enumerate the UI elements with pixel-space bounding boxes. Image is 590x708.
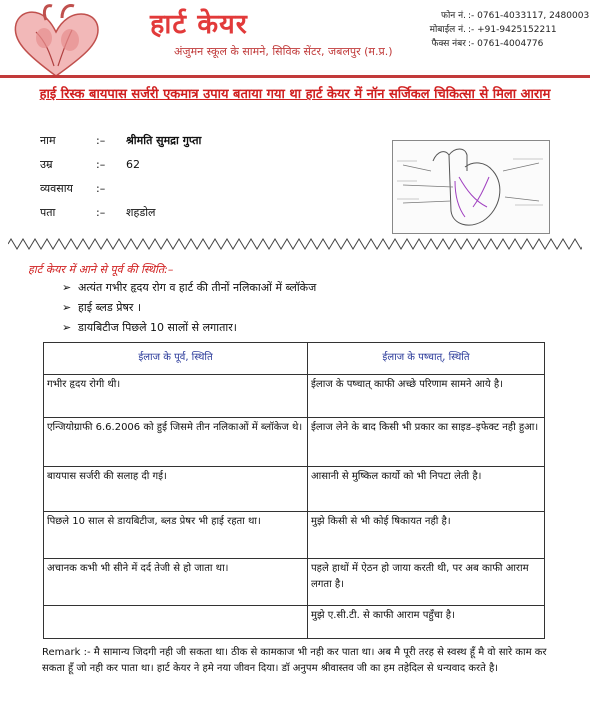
clinic-address: अंजुमन स्कूल के सामने, सिविक सेंटर, जबलपुर (म.प्र.) [174,45,393,58]
headline: हाई रिस्क बायपास सर्जरी एकमात्र उपाय बताया गया था हार्ट केयर में नॉन सर्जिकल चिकित्सा से मिला आराम [39,87,551,102]
header-divider [0,75,590,78]
heart-diagram-sketch [392,140,550,234]
pre-condition-item [62,320,237,335]
table-cell: मुझे किसी से भी कोई षिकायत नही है। [308,511,545,558]
remark [42,645,568,677]
contact-phone: फोन नं. :- 0761-4033117, 2480003 [400,8,567,21]
table-cell: पहले हाथों में ऐठन हो जाया करती थी, पर अब काफी आराम लगता है। [308,558,545,605]
patient-address-row [40,205,156,220]
table-cell: पिछले 10 साल से डायबिटीज, ब्लड प्रेषर भी हाई रहता था। [44,511,308,558]
patient-name-row [40,133,201,148]
contact-label: मोबाईल नं. [429,25,466,35]
contact-mobile: मोबाईल नं. :- +91-9425152211 [400,22,567,35]
pre-condition-item [62,280,316,295]
remark-label: Remark :- [42,647,91,658]
contact-value: +91-9425152211 [477,25,557,35]
table-cell: बायपास सर्जरी की सलाह दी गई। [44,467,308,511]
pre-condition-heading: हार्ट केयर में आने से पूर्व की स्थिति:– [28,263,174,276]
arrow-bullet-icon: ➢ [62,301,72,314]
table-row [44,418,545,467]
pre-condition-text: डायबिटीज पिछले 10 सालों से लगातार। [78,321,237,334]
pre-condition-item [62,300,141,315]
decorative-divider [8,238,582,250]
field-separator: :– [96,158,106,171]
table-row [44,467,545,511]
heart-logo-icon [6,2,106,80]
contact-value: 0761-4033117, 2480003 [477,11,590,21]
field-label: पता [40,206,56,219]
table-cell: ईलाज के पष्चात् काफी अच्छे परिणाम सामने आये है। [308,374,545,417]
table-cell: एन्जियोग्राफी 6.6.2006 को हुई जिसमे तीन नलिकाओं में ब्लॉकेज थे। [44,418,308,467]
patient-age-row [40,157,140,172]
patient-name: श्रीमति सुमद्रा गुप्ता [126,134,202,147]
field-separator: :– [96,206,106,219]
table-row [44,606,545,639]
table-row [44,511,545,558]
column-header-after: ईलाज के पष्चात्, स्थिति [308,343,545,375]
table-cell: अचानक कभी भी सीने में दर्द तेजी से हो जाता था। [44,558,308,605]
field-separator: :– [96,182,106,195]
table-cell: ईलाज लेने के बाद किसी भी प्रकार का साइड–इफेक्ट नही हुआ। [308,418,545,467]
field-label: उम्र [40,158,53,171]
pre-condition-text: अत्यंत गभीर हृदय रोग व हार्ट की तीनों नलिकाओं में ब्लॉकेज [78,281,317,294]
contact-label: फोन नं. [441,11,466,21]
comparison-table [43,342,545,639]
remark-text: मै सामान्य जिदगी नही जी सकता था। ठीक से कामकाज भी नही कर पाता था। अब मै पूरी तरह से स्वस्थ हूँ मै वो सारे काम कर सकता हूँ जो नही कर पाता था। हार्ट केयर ने हमे नया जीवन दिया। डॉ अनुपम श्रीवास्तव जी का हम तहेदिल से धन्यवाद करते है। [42,647,547,674]
field-separator: :– [96,134,106,147]
brand-name: हार्ट केयर [150,9,248,40]
column-header-before: ईलाज के पूर्व, स्थिति [44,343,308,375]
table-cell: मुझे ए.सी.टी. से काफी आराम पहुँचा है। [308,606,545,639]
field-label: व्यवसाय [40,182,73,195]
field-label: नाम [40,134,56,147]
table-row [44,558,545,605]
table-cell: गभीर हृदय रोगी थी। [44,374,308,417]
pre-condition-text: हाई ब्लड प्रेषर । [78,301,142,314]
contact-label: फैक्स नंबर [431,39,466,49]
table-row [44,374,545,417]
patient-occupation-row [40,181,126,196]
contact-value: 0761-4004776 [477,39,544,49]
table-cell [44,606,308,639]
table-header-row [44,343,545,375]
arrow-bullet-icon: ➢ [62,321,72,334]
arrow-bullet-icon: ➢ [62,281,72,294]
patient-age: 62 [126,158,140,171]
patient-address: शहडोल [126,206,156,219]
contact-fax: फैक्स नंबर :- 0761-4004776 [400,36,567,49]
table-cell: आसानी से मुष्किल कार्यो को भी निपटा लेती है। [308,467,545,511]
